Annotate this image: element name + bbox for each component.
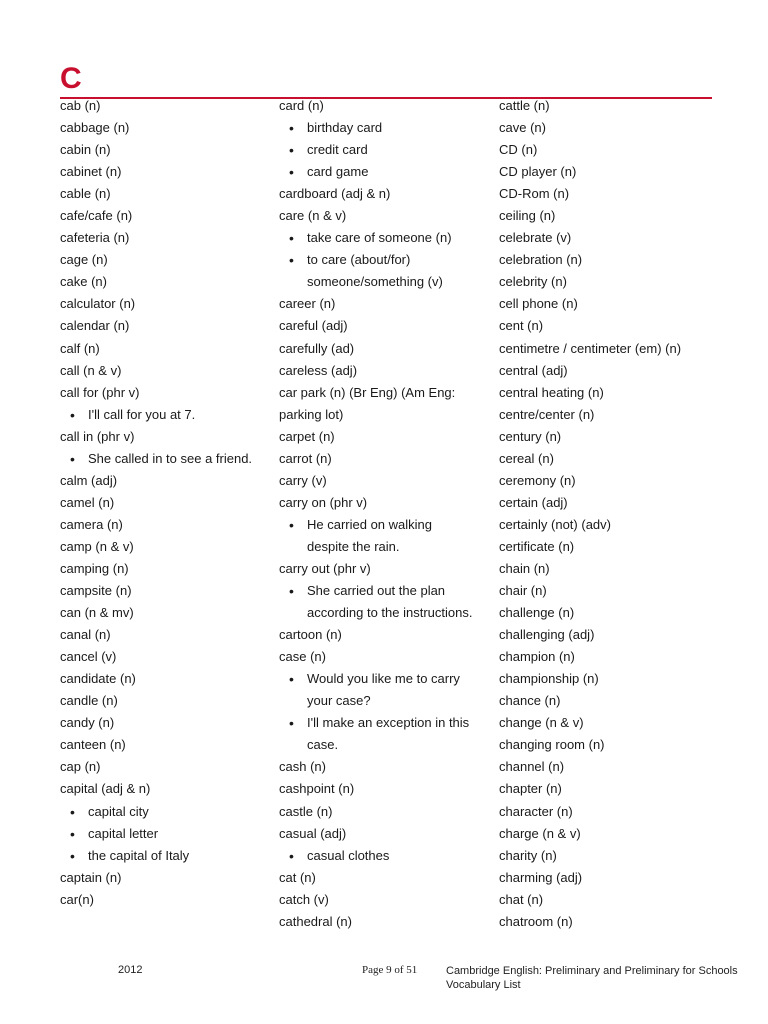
vocab-column-3: [499, 95, 719, 933]
vocab-entry: cave (n): [499, 120, 546, 136]
vocab-entry: calculator (n): [60, 296, 136, 312]
vocab-entry: cancel (v): [60, 649, 117, 665]
vocab-entry: chance (n): [499, 693, 561, 709]
vocab-entry: cereal (n): [499, 450, 554, 466]
vocab-entry: carry out (phr v): [279, 560, 371, 576]
example-bullet-item: • I'll call for you at 7.: [60, 404, 270, 426]
vocab-entry: charity (n): [499, 847, 557, 863]
section-letter: C: [60, 62, 82, 95]
vocab-entry: careful (adj): [279, 318, 348, 334]
vocab-entry: camping (n): [60, 560, 129, 576]
vocab-entry: careless (adj): [279, 362, 358, 378]
example-bullet-item: • card game: [279, 161, 491, 183]
vocab-entry: CD (n): [499, 142, 538, 158]
vocab-entry: captain (n): [60, 869, 122, 885]
vocab-entry: carpet (n): [279, 428, 335, 444]
vocab-entry: car(n): [60, 891, 94, 907]
vocab-entry: certainly (not) (adv): [499, 516, 611, 532]
vocab-entry: cabin (n): [60, 142, 111, 158]
vocab-entry: carry on (phr v): [279, 494, 368, 510]
vocab-entry: call for (phr v): [60, 384, 140, 400]
vocab-entry: change (n & v): [499, 715, 584, 731]
vocab-entry: cabbage (n): [60, 120, 130, 136]
example-bullet-item: • capital city: [60, 801, 270, 823]
vocab-entry: celebrate (v): [499, 230, 572, 246]
vocab-entry: carefully (ad): [279, 340, 355, 356]
vocab-entry: cell phone (n): [499, 296, 578, 312]
vocab-entry: centimetre / centimeter (em) (n): [499, 340, 682, 356]
vocab-entry: cattle (n): [499, 98, 550, 113]
example-bullet-item: • birthday card: [279, 117, 491, 139]
example-bullet-item: • to care (about/for): [279, 249, 491, 271]
footer-document-title: [446, 964, 738, 992]
vocab-entry: card (n): [279, 98, 324, 113]
vocab-entry: cartoon (n): [279, 627, 342, 643]
vocab-entry: camera (n): [60, 516, 123, 532]
vocab-entry: camp (n & v): [60, 538, 134, 554]
vocab-entry: cabinet (n): [60, 164, 122, 180]
vocab-entry: channel (n): [499, 759, 565, 775]
vocab-entry: championship (n): [499, 671, 599, 687]
example-bullet-item: • take care of someone (n): [279, 227, 491, 249]
example-bullet-item: • She carried out the plan: [279, 580, 491, 602]
vocab-entry: cake (n): [60, 274, 107, 290]
vocab-entry: chair (n): [499, 583, 547, 599]
vocab-entry: car park (n) (Br Eng) (Am Eng:: [279, 384, 456, 400]
vocab-entry: cage (n): [60, 252, 108, 268]
vocab-entry: candy (n): [60, 715, 115, 731]
example-bullet-item: • capital letter: [60, 823, 270, 845]
vocab-entry: charge (n & v): [499, 825, 581, 841]
example-bullet-item: • casual clothes: [279, 845, 491, 867]
vocab-entry: cent (n): [499, 318, 544, 334]
vocab-entry: certain (adj): [499, 494, 568, 510]
vocab-entry: character (n): [499, 803, 573, 819]
vocab-entry: century (n): [499, 428, 562, 444]
example-bullet-item: • He carried on walking: [279, 514, 491, 536]
vocab-entry: cable (n): [60, 186, 111, 202]
vocab-entry: chapter (n): [499, 781, 562, 797]
vocab-column-1: [60, 95, 270, 911]
footer-title-line-1: Cambridge English: Preliminary and Preliminary for Schools: [446, 965, 738, 977]
vocab-entry: career (n): [279, 296, 336, 312]
example-continuation: your case?: [307, 693, 371, 709]
vocab-entry: central (adj): [499, 362, 568, 378]
vocab-entry: challenge (n): [499, 605, 575, 621]
example-continuation: according to the instructions.: [307, 605, 473, 621]
vocab-entry: challenging (adj): [499, 627, 595, 643]
vocab-entry: cardboard (adj & n): [279, 186, 391, 202]
vocab-entry: campsite (n): [60, 583, 132, 599]
vocab-entry: CD-Rom (n): [499, 186, 570, 202]
vocab-entry: canteen (n): [60, 737, 126, 753]
vocab-entry: cashpoint (n): [279, 781, 355, 797]
vocab-entry: can (n & mv): [60, 605, 134, 621]
vocab-entry: ceremony (n): [499, 472, 576, 488]
footer-year: 2012: [118, 964, 143, 976]
vocab-entry: case (n): [279, 649, 326, 665]
vocab-entry: carry (v): [279, 472, 327, 488]
vocab-entry: care (n & v): [279, 208, 347, 224]
vocab-entry: CD player (n): [499, 164, 577, 180]
vocab-entry: castle (n): [279, 803, 333, 819]
vocab-entry: cap (n): [60, 759, 101, 775]
vocab-entry: cafeteria (n): [60, 230, 130, 246]
vocab-entry: central heating (n): [499, 384, 604, 400]
vocab-entry: ceiling (n): [499, 208, 556, 224]
vocab-entry: charming (adj): [499, 869, 583, 885]
vocab-entry: canal (n): [60, 627, 111, 643]
vocab-entry: carrot (n): [279, 450, 332, 466]
vocab-entry: chat (n): [499, 891, 544, 907]
example-bullet-item: • credit card: [279, 139, 491, 161]
vocab-entry: call in (phr v): [60, 428, 135, 444]
vocab-entry: call (n & v): [60, 362, 122, 378]
vocab-entry: celebration (n): [499, 252, 583, 268]
vocab-entry: calm (adj): [60, 472, 118, 488]
example-continuation: someone/something (v): [307, 274, 443, 290]
example-bullet-item: • Would you like me to carry: [279, 668, 491, 690]
vocab-entry: calf (n): [60, 340, 100, 356]
vocab-entry: candle (n): [60, 693, 118, 709]
example-continuation: case.: [307, 737, 339, 753]
footer-page-number: Page 9 of 51: [362, 964, 418, 976]
vocab-entry: parking lot): [279, 406, 344, 422]
vocab-entry: certificate (n): [499, 538, 575, 554]
vocab-entry: cash (n): [279, 759, 326, 775]
vocab-entry: catch (v): [279, 891, 329, 907]
vocab-entry: champion (n): [499, 649, 575, 665]
vocab-entry: capital (adj & n): [60, 781, 151, 797]
footer-title-line-2: Vocabulary List: [446, 979, 521, 991]
vocab-entry: cab (n): [60, 98, 101, 113]
vocab-column-2: [279, 95, 491, 933]
example-bullet-item: • the capital of Italy: [60, 845, 270, 867]
example-bullet-item: • She called in to see a friend.: [60, 448, 270, 470]
vocab-entry: celebrity (n): [499, 274, 567, 290]
vocab-entry: candidate (n): [60, 671, 136, 687]
vocab-entry: chatroom (n): [499, 913, 573, 929]
vocab-entry: chain (n): [499, 560, 550, 576]
vocab-entry: cafe/cafe (n): [60, 208, 133, 224]
example-bullet-item: • I'll make an exception in this: [279, 712, 491, 734]
vocab-entry: calendar (n): [60, 318, 130, 334]
vocab-entry: casual (adj): [279, 825, 347, 841]
vocab-entry: camel (n): [60, 494, 115, 510]
vocab-entry: centre/center (n): [499, 406, 595, 422]
vocab-entry: cathedral (n): [279, 913, 352, 929]
example-continuation: despite the rain.: [307, 538, 400, 554]
vocab-entry: changing room (n): [499, 737, 605, 753]
vocab-entry: cat (n): [279, 869, 316, 885]
